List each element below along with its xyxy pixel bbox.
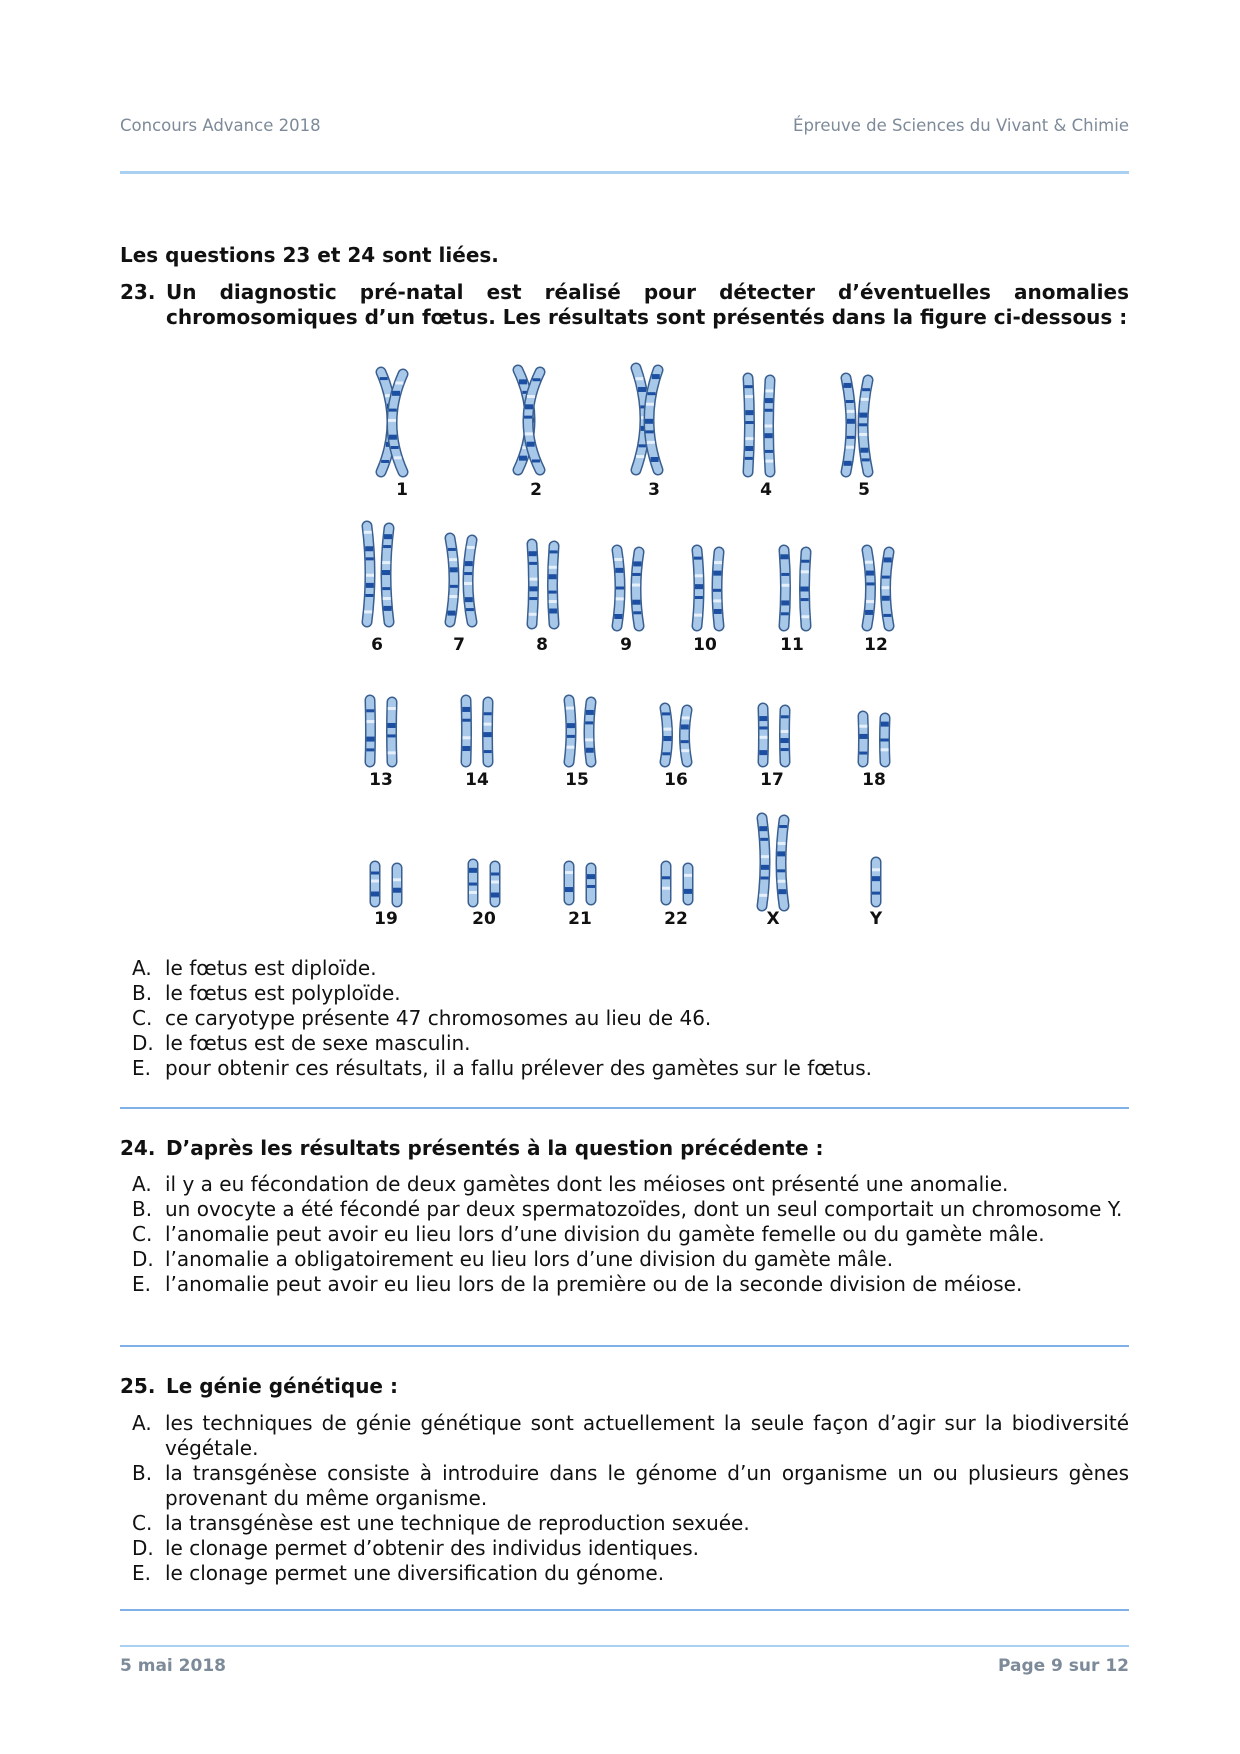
chromosome-label-7: 7: [453, 635, 465, 655]
chromosome-label-12: 12: [864, 635, 888, 655]
chromosome-20-b: [491, 866, 499, 902]
chromosome-12-b: [882, 552, 892, 626]
chromosome-label-10: 10: [693, 635, 717, 655]
chromosome-12-a: [865, 550, 875, 626]
option-c[interactable]: C. l’anomalie peut avoir eu lieu lors d’une division du gamète femelle ou du gamète mâle.: [132, 1222, 1045, 1246]
header-left: Concours Advance 2018: [120, 116, 321, 135]
question-23-options: [120, 956, 1129, 1081]
option-a[interactable]: A. il y a eu fécondation de deux gamètes dont les méioses ont présenté une anomalie.: [132, 1172, 1009, 1196]
chromosome-X-b: [777, 820, 787, 906]
chromosome-17-b: [781, 710, 789, 762]
option-d[interactable]: D. le clonage permet d’obtenir des individus identiques.: [132, 1536, 699, 1560]
chromosome-7-a: [448, 538, 458, 622]
chromosome-label-5: 5: [858, 480, 870, 500]
chromosome-label-13: 13: [369, 770, 393, 790]
chromosome-3-b: [645, 370, 660, 470]
question-text: Le génie génétique :: [166, 1374, 398, 1398]
chromosome-16-b: [681, 710, 690, 762]
option-b[interactable]: B. un ovocyte a été fécondé par deux spermatozoïdes, dont un seul comportait un chromosome Y.: [132, 1197, 1123, 1221]
option-a[interactable]: A. le fœtus est diploïde.: [132, 956, 377, 980]
chromosome-label-6: 6: [371, 635, 383, 655]
chromosome-X-a: [759, 818, 769, 906]
question-number: 25.: [120, 1374, 156, 1398]
chromosome-19-b: [393, 868, 401, 902]
chromosome-10-a: [694, 550, 703, 626]
option-d[interactable]: D. l’anomalie a obligatoirement eu lieu lors d’une division du gamète mâle.: [132, 1247, 894, 1271]
chromosome-label-X: X: [766, 909, 780, 929]
question-text: D’après les résultats présentés à la question précédente :: [166, 1136, 824, 1160]
chromosome-13-a: [366, 700, 374, 762]
question-24: [120, 1136, 1129, 1161]
chromosome-6-b: [382, 528, 392, 622]
separator: [120, 1107, 1129, 1109]
chromosome-label-17: 17: [760, 770, 784, 790]
chromosome-4-a: [745, 378, 754, 472]
chromosome-16-a: [662, 708, 671, 762]
chromosome-13-b: [388, 702, 396, 762]
header-right: Épreuve de Sciences du Vivant & Chimie: [793, 116, 1129, 135]
chromosome-14-a: [462, 700, 470, 762]
option-e[interactable]: E. l’anomalie peut avoir eu lieu lors de la première ou de la seconde division de méiose.: [132, 1272, 1023, 1296]
chromosome-22-b: [684, 868, 692, 900]
chromosome-label-18: 18: [862, 770, 886, 790]
chromosome-21-a: [565, 866, 573, 900]
chromosome-label-14: 14: [465, 770, 489, 790]
question-number: 23.: [120, 280, 156, 304]
chromosome-11-a: [780, 550, 789, 626]
chromosome-8-b: [549, 546, 558, 624]
chromosome-label-2: 2: [530, 480, 542, 500]
chromosome-6-a: [364, 526, 374, 622]
chromosome-4-b: [765, 380, 774, 472]
separator: [120, 1345, 1129, 1347]
option-e[interactable]: E. pour obtenir ces résultats, il a fallu prélever des gamètes sur le fœtus.: [132, 1056, 872, 1080]
option-e[interactable]: E. le clonage permet une diversification du génome.: [132, 1561, 665, 1585]
chromosome-label-9: 9: [620, 635, 632, 655]
chromosome-8-a: [529, 544, 538, 624]
chromosome-label-8: 8: [536, 635, 548, 655]
chromosome-19-a: [371, 866, 379, 902]
footer-page: Page 9 sur 12: [997, 1656, 1129, 1676]
chromosome-5-a: [843, 378, 855, 472]
option-a[interactable]: A. les techniques de génie génétique sont actuellement la seule façon d’agir sur la biodiversité végétale.: [132, 1411, 1129, 1460]
chromosome-20-a: [469, 864, 477, 902]
chromosome-18-b: [881, 718, 889, 762]
chromosome-label-20: 20: [472, 909, 496, 929]
chromosome-label-3: 3: [648, 480, 660, 500]
chromosome-5-b: [859, 380, 870, 472]
chromosome-label-19: 19: [374, 909, 398, 929]
chromosome-label-4: 4: [760, 480, 772, 500]
chromosome-17-a: [759, 708, 767, 762]
chromosome-21-b: [587, 868, 595, 900]
chromosome-14-b: [484, 702, 492, 762]
option-c[interactable]: C. ce caryotype présente 47 chromosomes au lieu de 46.: [132, 1006, 712, 1030]
chromosome-label-1: 1: [396, 480, 408, 500]
chromosome-10-b: [713, 552, 722, 626]
option-b[interactable]: B. la transgénèse consiste à introduire dans le génome d’un organisme un ou plusieurs gènes provenant du même organisme.: [132, 1461, 1129, 1510]
footer-rule: [120, 1645, 1129, 1647]
intro-text: Les questions 23 et 24 sont liées.: [120, 243, 499, 267]
option-d[interactable]: D. le fœtus est de sexe masculin.: [132, 1031, 471, 1055]
chromosome-18-a: [859, 716, 867, 762]
chromosome-label-16: 16: [664, 770, 688, 790]
chromosome-11-b: [801, 552, 810, 626]
chromosome-9-a: [614, 550, 624, 626]
question-25: [120, 1374, 1129, 1399]
question-24-options: [120, 1172, 1129, 1297]
chromosome-7-b: [464, 540, 475, 622]
option-b[interactable]: B. le fœtus est polyploïde.: [132, 981, 401, 1005]
chromosome-label-Y: Y: [869, 909, 883, 929]
chromosome-15-b: [585, 702, 594, 762]
chromosome-label-21: 21: [568, 909, 592, 929]
chromosome-label-15: 15: [565, 770, 589, 790]
chromosome-22-a: [662, 866, 670, 900]
chromosome-9-b: [632, 552, 641, 626]
chromosome-Y: [872, 862, 880, 902]
question-number: 24.: [120, 1136, 156, 1160]
question-25-options: [120, 1411, 1129, 1586]
separator: [120, 1609, 1129, 1611]
chromosome-label-11: 11: [780, 635, 804, 655]
footer-date: 5 mai 2018: [120, 1656, 226, 1676]
chromosome-15-a: [566, 700, 575, 762]
option-c[interactable]: C. la transgénèse est une technique de reproduction sexuée.: [132, 1511, 750, 1535]
question-text: Un diagnostic pré-natal est réalisé pour détecter d’éventuelles anomalies chromosomiques d’un fœtus. Les résultats sont présentés dans la figure ci-dessous :: [166, 280, 1129, 329]
chromosome-label-22: 22: [664, 909, 688, 929]
